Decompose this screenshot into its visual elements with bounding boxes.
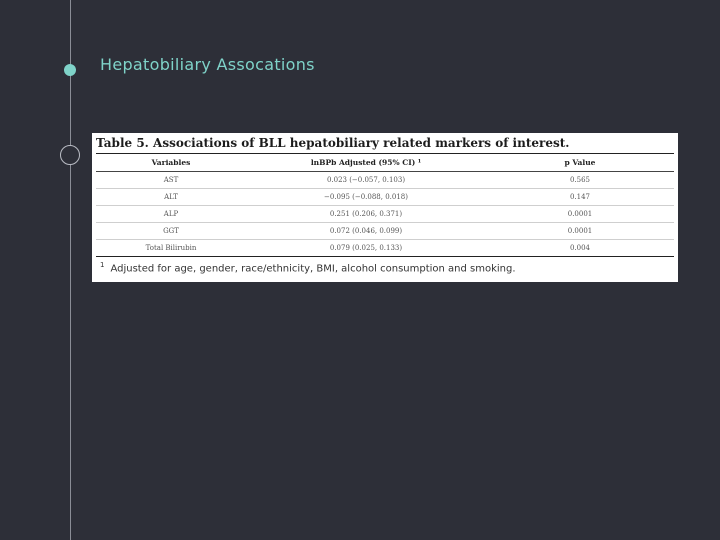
timeline-ring (60, 145, 80, 165)
table-row (96, 172, 674, 189)
associations-table (96, 153, 674, 257)
cell-pvalue: 0.565 (486, 172, 674, 189)
timeline-line (70, 0, 71, 540)
slide-title: Hepatobiliary Assocations (100, 55, 315, 74)
table-footnote (100, 261, 516, 274)
table-header-row (96, 154, 674, 172)
table-row (96, 223, 674, 240)
cell-estimate: 0.079 (0.025, 0.133) (246, 240, 486, 257)
cell-pvalue: 0.004 (486, 240, 674, 257)
cell-variable: ALT (96, 189, 246, 206)
header-estimate: lnBPb Adjusted (95% CI) ¹ (246, 154, 486, 172)
header-variables: Variables (96, 154, 246, 172)
cell-pvalue: 0.147 (486, 189, 674, 206)
cell-estimate: 0.072 (0.046, 0.099) (246, 223, 486, 240)
footnote-text: Adjusted for age, gender, race/ethnicity, BMI, alcohol consumption and smoking. (110, 263, 516, 275)
cell-estimate: −0.095 (−0.088, 0.018) (246, 189, 486, 206)
table-image-card (92, 133, 678, 282)
cell-estimate: 0.023 (−0.057, 0.103) (246, 172, 486, 189)
cell-pvalue: 0.0001 (486, 206, 674, 223)
timeline-dot-active (64, 64, 76, 76)
cell-pvalue: 0.0001 (486, 223, 674, 240)
table-row (96, 189, 674, 206)
header-pvalue: p Value (486, 154, 674, 172)
table-caption: Table 5. Associations of BLL hepatobiliary related markers of interest. (96, 136, 570, 150)
cell-variable: Total Bilirubin (96, 240, 246, 257)
cell-variable: GGT (96, 223, 246, 240)
footnote-marker: 1 (100, 261, 105, 269)
cell-estimate: 0.251 (0.206, 0.371) (246, 206, 486, 223)
table-row (96, 206, 674, 223)
cell-variable: ALP (96, 206, 246, 223)
cell-variable: AST (96, 172, 246, 189)
table-row (96, 240, 674, 257)
